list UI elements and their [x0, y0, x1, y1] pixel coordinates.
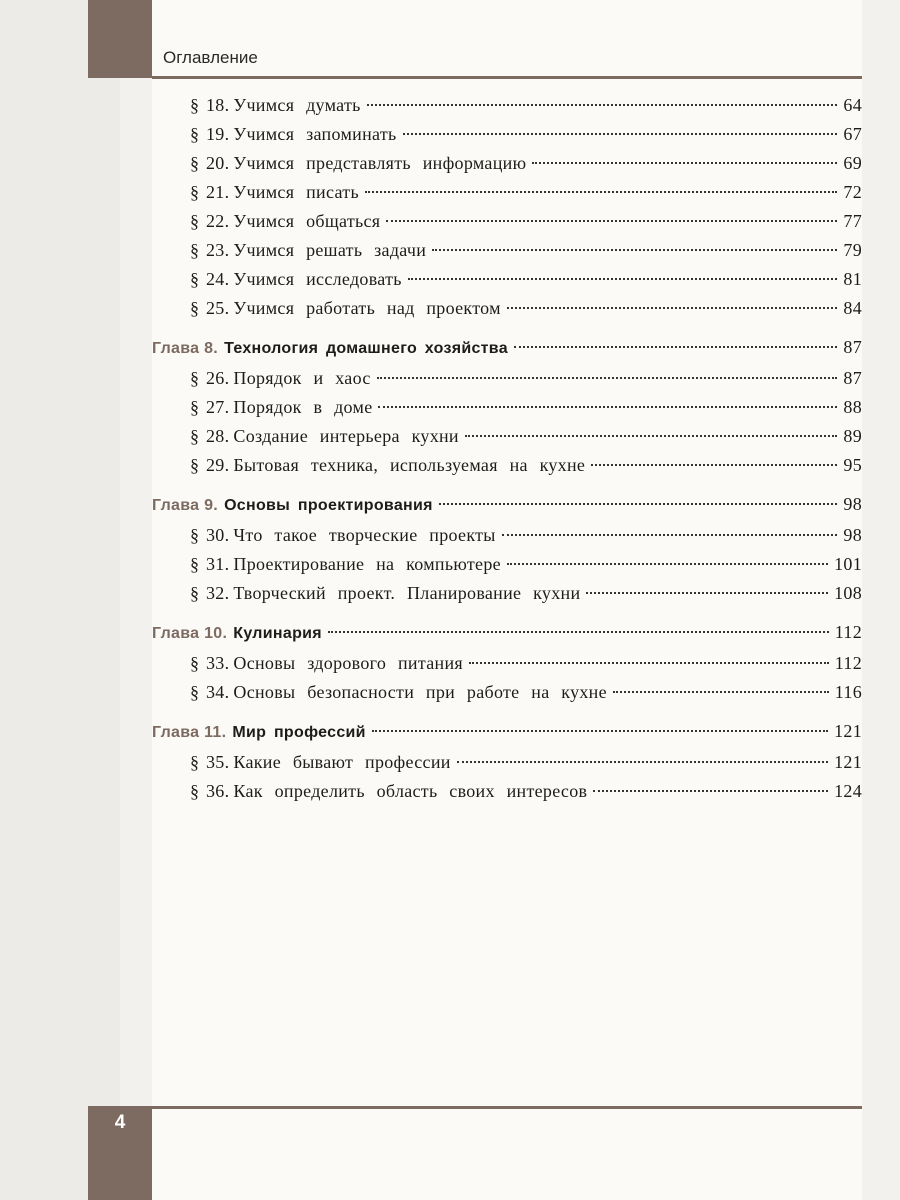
chapter-title: Мир профессий	[232, 724, 366, 741]
toc-chapter-11[interactable]	[152, 721, 862, 749]
toc-chapter-8[interactable]	[152, 337, 862, 365]
chapter-title: Основы проектирования	[224, 497, 433, 514]
section-title: Учимся писать	[233, 182, 359, 202]
toc-entry-28[interactable]	[190, 426, 862, 454]
dot-leader	[507, 563, 828, 565]
dot-leader	[372, 730, 828, 732]
left-margin-shade	[0, 0, 120, 1200]
section-title: Основы безопасности при работе на кухне	[233, 682, 607, 702]
section-symbol: §	[190, 124, 200, 144]
section-symbol: §	[190, 426, 200, 446]
page-ref: 81	[843, 269, 862, 289]
toc-entry-31[interactable]	[190, 554, 862, 582]
dot-leader	[514, 346, 837, 348]
section-title: Учимся запоминать	[233, 124, 397, 144]
chapter-label: Глава 11.	[152, 724, 227, 741]
section-title: Бытовая техника, используемая на кухне	[233, 455, 586, 475]
section-symbol: §	[190, 525, 200, 545]
section-number: 34.	[206, 682, 230, 702]
dot-leader	[328, 631, 829, 633]
section-number: 24.	[206, 269, 230, 289]
page-ref: 67	[843, 124, 862, 144]
toc-entry-18[interactable]	[190, 95, 862, 123]
dot-leader	[469, 662, 829, 664]
toc-entry-23[interactable]	[190, 240, 862, 268]
section-title: Порядок и хаос	[233, 368, 371, 388]
dot-leader	[532, 162, 837, 164]
dot-leader	[367, 104, 838, 106]
section-number: 20.	[206, 153, 230, 173]
toc-entry-36[interactable]	[190, 781, 862, 809]
section-title: Учимся решать задачи	[233, 240, 427, 260]
section-number: 28.	[206, 426, 230, 446]
toc-entry-34[interactable]	[190, 682, 862, 710]
section-title: Учимся работать над проектом	[233, 298, 501, 318]
section-symbol: §	[190, 153, 200, 173]
page-ref: 72	[843, 182, 862, 202]
dot-leader	[365, 191, 837, 193]
section-symbol: §	[190, 240, 200, 260]
dot-leader	[586, 592, 828, 594]
section-title: Порядок в доме	[233, 397, 373, 417]
chapter-label: Глава 8.	[152, 340, 219, 357]
page-ref: 121	[834, 721, 862, 741]
section-number: 18.	[206, 95, 230, 115]
section-title: Какие бывают профессии	[233, 752, 451, 772]
toc-entry-35[interactable]	[190, 752, 862, 780]
dot-leader	[432, 249, 837, 251]
section-title: Учимся общаться	[233, 211, 381, 231]
section-number: 25.	[206, 298, 230, 318]
section-number: 29.	[206, 455, 230, 475]
section-title: Проектирование на компьютере	[233, 554, 501, 574]
section-number: 22.	[206, 211, 230, 231]
section-number: 32.	[206, 583, 230, 603]
toc-entry-24[interactable]	[190, 269, 862, 297]
section-symbol: §	[190, 269, 200, 289]
toc-chapter-10[interactable]	[152, 622, 862, 650]
chapter-title: Технология домашнего хозяйства	[224, 340, 508, 357]
page-ref: 84	[843, 298, 862, 318]
page-ref: 121	[834, 752, 862, 772]
section-symbol: §	[190, 682, 200, 702]
section-symbol: §	[190, 298, 200, 318]
dot-leader	[507, 307, 838, 309]
page-ref: 79	[843, 240, 862, 260]
section-symbol: §	[190, 554, 200, 574]
toc-entry-19[interactable]	[190, 124, 862, 152]
dot-leader	[502, 534, 838, 536]
footer-rule	[152, 1106, 862, 1109]
dot-leader	[613, 691, 829, 693]
section-number: 26.	[206, 368, 230, 388]
chapter-title: Кулинария	[233, 625, 322, 642]
page-ref: 77	[843, 211, 862, 231]
section-symbol: §	[190, 455, 200, 475]
section-number: 33.	[206, 653, 230, 673]
running-header-title: Оглавление	[163, 48, 258, 67]
toc-entry-27[interactable]	[190, 397, 862, 425]
page-ref: 112	[834, 653, 862, 673]
header-rule	[152, 76, 862, 79]
dot-leader	[465, 435, 838, 437]
section-symbol: §	[190, 182, 200, 202]
section-number: 27.	[206, 397, 230, 417]
dot-leader	[593, 790, 828, 792]
dot-leader	[403, 133, 838, 135]
section-symbol: §	[190, 752, 200, 772]
toc-entry-22[interactable]	[190, 211, 862, 239]
header-color-block	[88, 0, 152, 78]
page-ref: 88	[843, 397, 862, 417]
page-ref: 89	[843, 426, 862, 446]
section-title: Учимся думать	[233, 95, 361, 115]
section-number: 23.	[206, 240, 230, 260]
page-ref: 108	[834, 583, 862, 603]
toc-entry-20[interactable]	[190, 153, 862, 181]
page-ref: 87	[843, 368, 862, 388]
section-symbol: §	[190, 95, 200, 115]
page-ref: 116	[834, 682, 862, 702]
dot-leader	[377, 377, 838, 379]
dot-leader	[378, 406, 837, 408]
page-ref: 95	[843, 455, 862, 475]
section-number: 31.	[206, 554, 230, 574]
toc-entry-29[interactable]	[190, 455, 862, 483]
section-symbol: §	[190, 211, 200, 231]
toc-entry-30[interactable]	[190, 525, 862, 553]
section-title: Что такое творческие проекты	[233, 525, 496, 545]
section-symbol: §	[190, 368, 200, 388]
toc-entry-21[interactable]	[190, 182, 862, 210]
page-ref: 112	[834, 622, 862, 642]
page-number: 4	[114, 1112, 126, 1133]
page-ref: 124	[834, 781, 862, 801]
toc-chapter-9[interactable]	[152, 494, 862, 522]
page-ref: 101	[834, 554, 862, 574]
dot-leader	[457, 761, 828, 763]
page-ref: 98	[843, 525, 862, 545]
toc-entry-33[interactable]	[190, 653, 862, 681]
chapter-label: Глава 10.	[152, 625, 228, 642]
section-symbol: §	[190, 583, 200, 603]
page-ref: 87	[843, 337, 862, 357]
page-ref: 64	[843, 95, 862, 115]
dot-leader	[439, 503, 838, 505]
toc-entry-26[interactable]	[190, 368, 862, 396]
section-number: 30.	[206, 525, 230, 545]
section-title: Как определить область своих интересов	[233, 781, 588, 801]
section-number: 19.	[206, 124, 230, 144]
dot-leader	[408, 278, 838, 280]
section-number: 35.	[206, 752, 230, 772]
dot-leader	[386, 220, 837, 222]
section-symbol: §	[190, 781, 200, 801]
section-symbol: §	[190, 397, 200, 417]
page-ref: 69	[843, 153, 862, 173]
page-ref: 98	[843, 494, 862, 514]
section-title: Создание интерьера кухни	[233, 426, 459, 446]
section-title: Основы здорового питания	[233, 653, 463, 673]
toc-entry-32[interactable]	[190, 583, 862, 611]
section-title: Творческий проект. Планирование кухни	[233, 583, 581, 603]
section-symbol: §	[190, 653, 200, 673]
section-number: 36.	[206, 781, 230, 801]
section-number: 21.	[206, 182, 230, 202]
dot-leader	[591, 464, 837, 466]
section-title: Учимся исследовать	[233, 269, 402, 289]
toc-entry-25[interactable]	[190, 298, 862, 326]
section-title: Учимся представлять информацию	[233, 153, 527, 173]
chapter-label: Глава 9.	[152, 497, 219, 514]
